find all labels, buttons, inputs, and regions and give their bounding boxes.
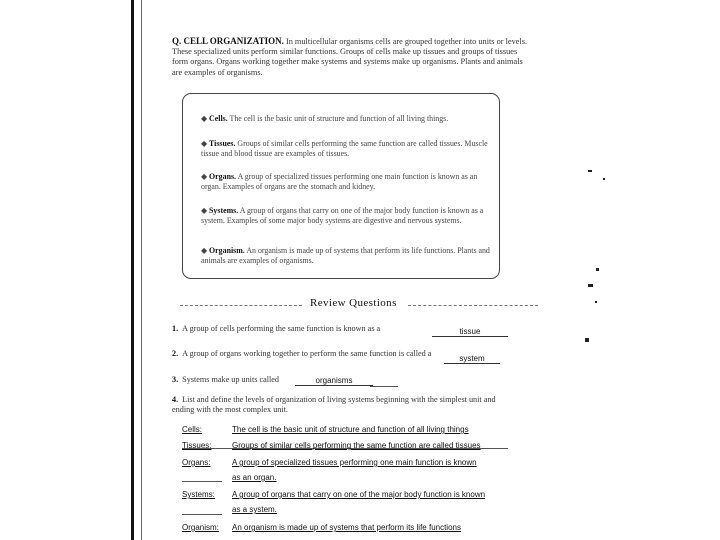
definition-text: The cell is the basic unit of structure and function of all living things. [229,114,449,123]
bullet-icon: ◆ [201,139,210,148]
level-label-organism: Organism: [182,523,219,532]
scan-speck [588,284,593,287]
definition-organs [201,172,491,191]
question-3 [172,375,312,385]
definition-systems [201,206,491,225]
bullet-icon: ◆ [201,206,210,215]
definition-text: An organism is made up of systems that perform its life functions. Plants and animals are examples of organisms. [201,246,490,265]
definition-text: A group of specialized tissues performing one main function is known as an organ. Examples of organs are the stomach and kidney. [201,172,478,191]
worksheet-page [142,0,542,540]
definition-text: Groups of similar cells performing the same function are called tissues. Muscle tissue and blood tissue are examples of tissues. [201,139,488,158]
level-answer-organs-cont[interactable]: as an organ. [232,473,277,482]
answer-3[interactable]: organisms [295,376,373,386]
level-answer-systems-cont[interactable]: as a system. [232,505,277,514]
scan-speck [595,301,597,303]
level-answer-tissues[interactable]: Groups of similar cells performing the same function are called tissues [232,441,481,450]
answer-1[interactable]: tissue [432,327,508,337]
question-text: A group of organs working together to perform the same function is called a [182,349,432,358]
level-answer-cells[interactable]: The cell is the basic unit of structure and function of all living things [232,425,469,434]
question-number: 2. [172,349,179,358]
question-4 [172,395,512,415]
definition-tissues [201,139,491,158]
title-rule-right [408,305,538,306]
question-2 [172,349,472,359]
definition-cells [201,114,491,124]
review-questions-title [180,297,510,313]
question-number: 4. [172,395,179,404]
level-answer-organs[interactable]: A group of specialized tissues performing one main function is known [232,458,477,467]
answer-blank-line [182,481,222,482]
bullet-icon: ◆ [201,246,210,255]
definition-term: Organism. [209,246,245,255]
intro-paragraph [172,36,530,78]
question-text: Systems make up units called [182,375,280,384]
definition-organism [201,246,491,265]
scan-speck [588,170,592,172]
question-text: A group of cells performing the same function is known as a [182,324,381,333]
intro-heading: Q. CELL ORGANIZATION. [172,36,284,46]
definition-term: Organs. [209,172,237,181]
definition-text: A group of organs that carry on one of the major body function is known as a system. Examples of some major body systems are digestive and nervous systems. [201,206,484,225]
answer-3-blank [370,386,398,387]
level-label-cells: Cells: [182,425,203,434]
level-label-organs: Organs: [182,458,211,467]
binding-edge [131,0,134,540]
scan-speck [596,268,599,271]
question-text: List and define the levels of organization of living systems beginning with the simplest unit and ending with the most complex unit. [172,395,496,414]
review-title-text: Review Questions [310,297,397,309]
definitions-box [182,93,500,279]
level-answer-systems[interactable]: A group of organs that carry on one of the major body function is known [232,490,486,499]
question-number: 3. [172,375,179,384]
title-rule-left [180,305,302,306]
bullet-icon: ◆ [201,114,210,123]
scan-speck [585,338,589,342]
definition-term: Systems. [209,206,239,215]
intro-text: In multicellular organisms cells are grouped together into units or levels. These specialized units perform similar functions. Groups of cells make up tissues and groups of tissues form organs. Organs working together make systems and systems make up organisms. Plants and animals are examples of organisms. [172,37,528,77]
level-answer-organism[interactable]: An organism is made up of systems that perform its life functions [232,523,461,532]
answer-blank-line [182,514,222,515]
answer-2[interactable]: system [444,354,500,364]
question-1 [172,324,402,334]
scan-speck [603,178,605,180]
level-label-systems: Systems: [182,490,215,499]
level-label-tissues: Tissues: [182,441,212,450]
definition-term: Tissues. [209,139,236,148]
bullet-icon: ◆ [201,172,210,181]
question-number: 1. [172,324,179,333]
definition-term: Cells. [209,114,228,123]
